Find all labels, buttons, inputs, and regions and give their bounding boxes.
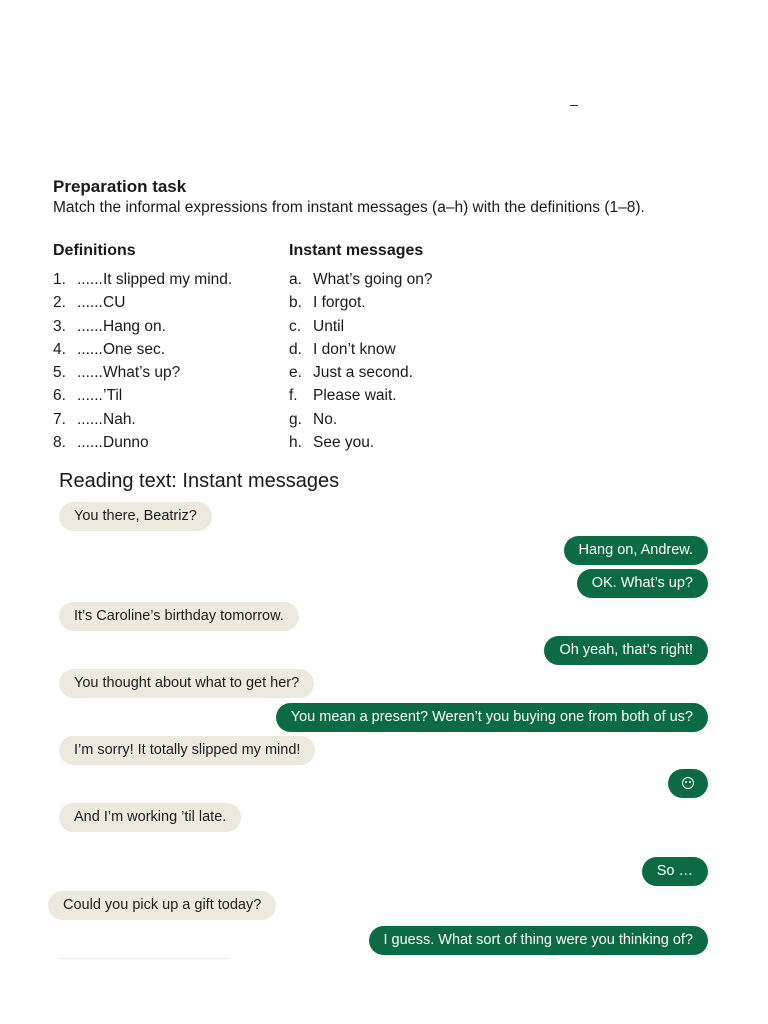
answer-blank[interactable]: ...... — [77, 271, 103, 288]
definition-row — [53, 408, 232, 431]
definition-number: 6. — [53, 387, 66, 405]
sent-message-bubble: So … — [642, 857, 708, 886]
received-message-bubble: And I’m working ’til late. — [59, 803, 241, 832]
expression-row — [289, 291, 433, 314]
expression-letter: h. — [289, 434, 302, 452]
sent-message-bubble: Hang on, Andrew. — [564, 536, 708, 565]
divider — [60, 958, 228, 959]
definition-text: Hang on. — [103, 317, 166, 335]
reading-title: Reading text: Instant messages — [59, 470, 340, 492]
expression-text: See you. — [313, 434, 375, 452]
expression-letter: a. — [289, 271, 302, 288]
expression-text: Just a second. — [313, 364, 413, 382]
instant-messages-heading: Instant messages — [289, 242, 424, 259]
definition-row — [53, 361, 232, 384]
expression-row — [289, 384, 433, 407]
expression-text: No. — [313, 410, 338, 428]
expression-row — [289, 338, 433, 361]
definition-text: CU — [103, 294, 126, 312]
definition-text: One sec. — [103, 340, 166, 358]
expression-row — [289, 315, 433, 338]
definition-row — [53, 338, 232, 361]
answer-blank[interactable]: ...... — [77, 387, 103, 405]
expression-letter: g. — [289, 410, 302, 428]
expression-letter: c. — [289, 317, 302, 335]
smiley-face-icon — [682, 777, 694, 789]
definition-number: 3. — [53, 317, 66, 335]
preparation-instruction: Match the informal expressions from instant messages (a–h) with the definitions (1–8). — [53, 199, 645, 216]
received-message-bubble: I’m sorry! It totally slipped my mind! — [59, 736, 315, 765]
answer-blank[interactable]: ...... — [77, 340, 103, 358]
definitions-heading: Definitions — [53, 242, 136, 259]
definition-row — [53, 384, 232, 407]
definition-row — [53, 291, 232, 314]
sent-message-bubble — [668, 769, 708, 798]
definition-text: Dunno — [103, 434, 149, 452]
definition-row — [53, 268, 232, 291]
expression-row — [289, 361, 433, 384]
definitions-column — [53, 241, 232, 454]
sent-message-bubble: OK. What’s up? — [577, 569, 708, 598]
definition-number: 8. — [53, 434, 66, 452]
expression-text: What’s going on? — [313, 271, 433, 288]
answer-blank[interactable]: ...... — [77, 410, 103, 428]
definition-number: 5. — [53, 364, 66, 382]
expression-letter: d. — [289, 340, 302, 358]
received-message-bubble: You there, Beatriz? — [59, 502, 212, 531]
definition-number: 7. — [53, 410, 66, 428]
answer-blank[interactable]: ...... — [77, 317, 103, 335]
expression-row — [289, 268, 433, 291]
expression-row — [289, 408, 433, 431]
expression-letter: f. — [289, 387, 298, 405]
definition-text: It slipped my mind. — [103, 271, 233, 288]
expression-text: I forgot. — [313, 294, 366, 312]
expression-letter: b. — [289, 294, 302, 312]
definition-row — [53, 431, 232, 454]
answer-blank[interactable]: ...... — [77, 294, 103, 312]
expression-text: Please wait. — [313, 387, 397, 405]
definition-number: 2. — [53, 294, 66, 312]
answer-blank[interactable]: ...... — [77, 434, 103, 452]
page-mark: – — [570, 96, 578, 112]
received-message-bubble: You thought about what to get her? — [59, 669, 314, 698]
expression-text: I don’t know — [313, 340, 396, 358]
expression-text: Until — [313, 317, 345, 335]
definition-text: What’s up? — [103, 364, 181, 382]
answer-blank[interactable]: ...... — [77, 364, 103, 382]
expression-letter: e. — [289, 364, 302, 382]
instant-messages-column — [289, 241, 433, 454]
definition-text: ’Til — [103, 387, 123, 405]
received-message-bubble: Could you pick up a gift today? — [48, 891, 276, 920]
definition-number: 1. — [53, 271, 66, 288]
sent-message-bubble: I guess. What sort of thing were you thinking of? — [369, 926, 709, 955]
sent-message-bubble: Oh yeah, that’s right! — [544, 636, 708, 665]
definition-text: Nah. — [103, 410, 136, 428]
sent-message-bubble: You mean a present? Weren’t you buying one from both of us? — [276, 703, 708, 732]
preparation-title: Preparation task — [53, 177, 187, 196]
definition-number: 4. — [53, 340, 66, 358]
expression-row — [289, 431, 433, 454]
received-message-bubble: It’s Caroline’s birthday tomorrow. — [59, 602, 299, 631]
definition-row — [53, 315, 232, 338]
